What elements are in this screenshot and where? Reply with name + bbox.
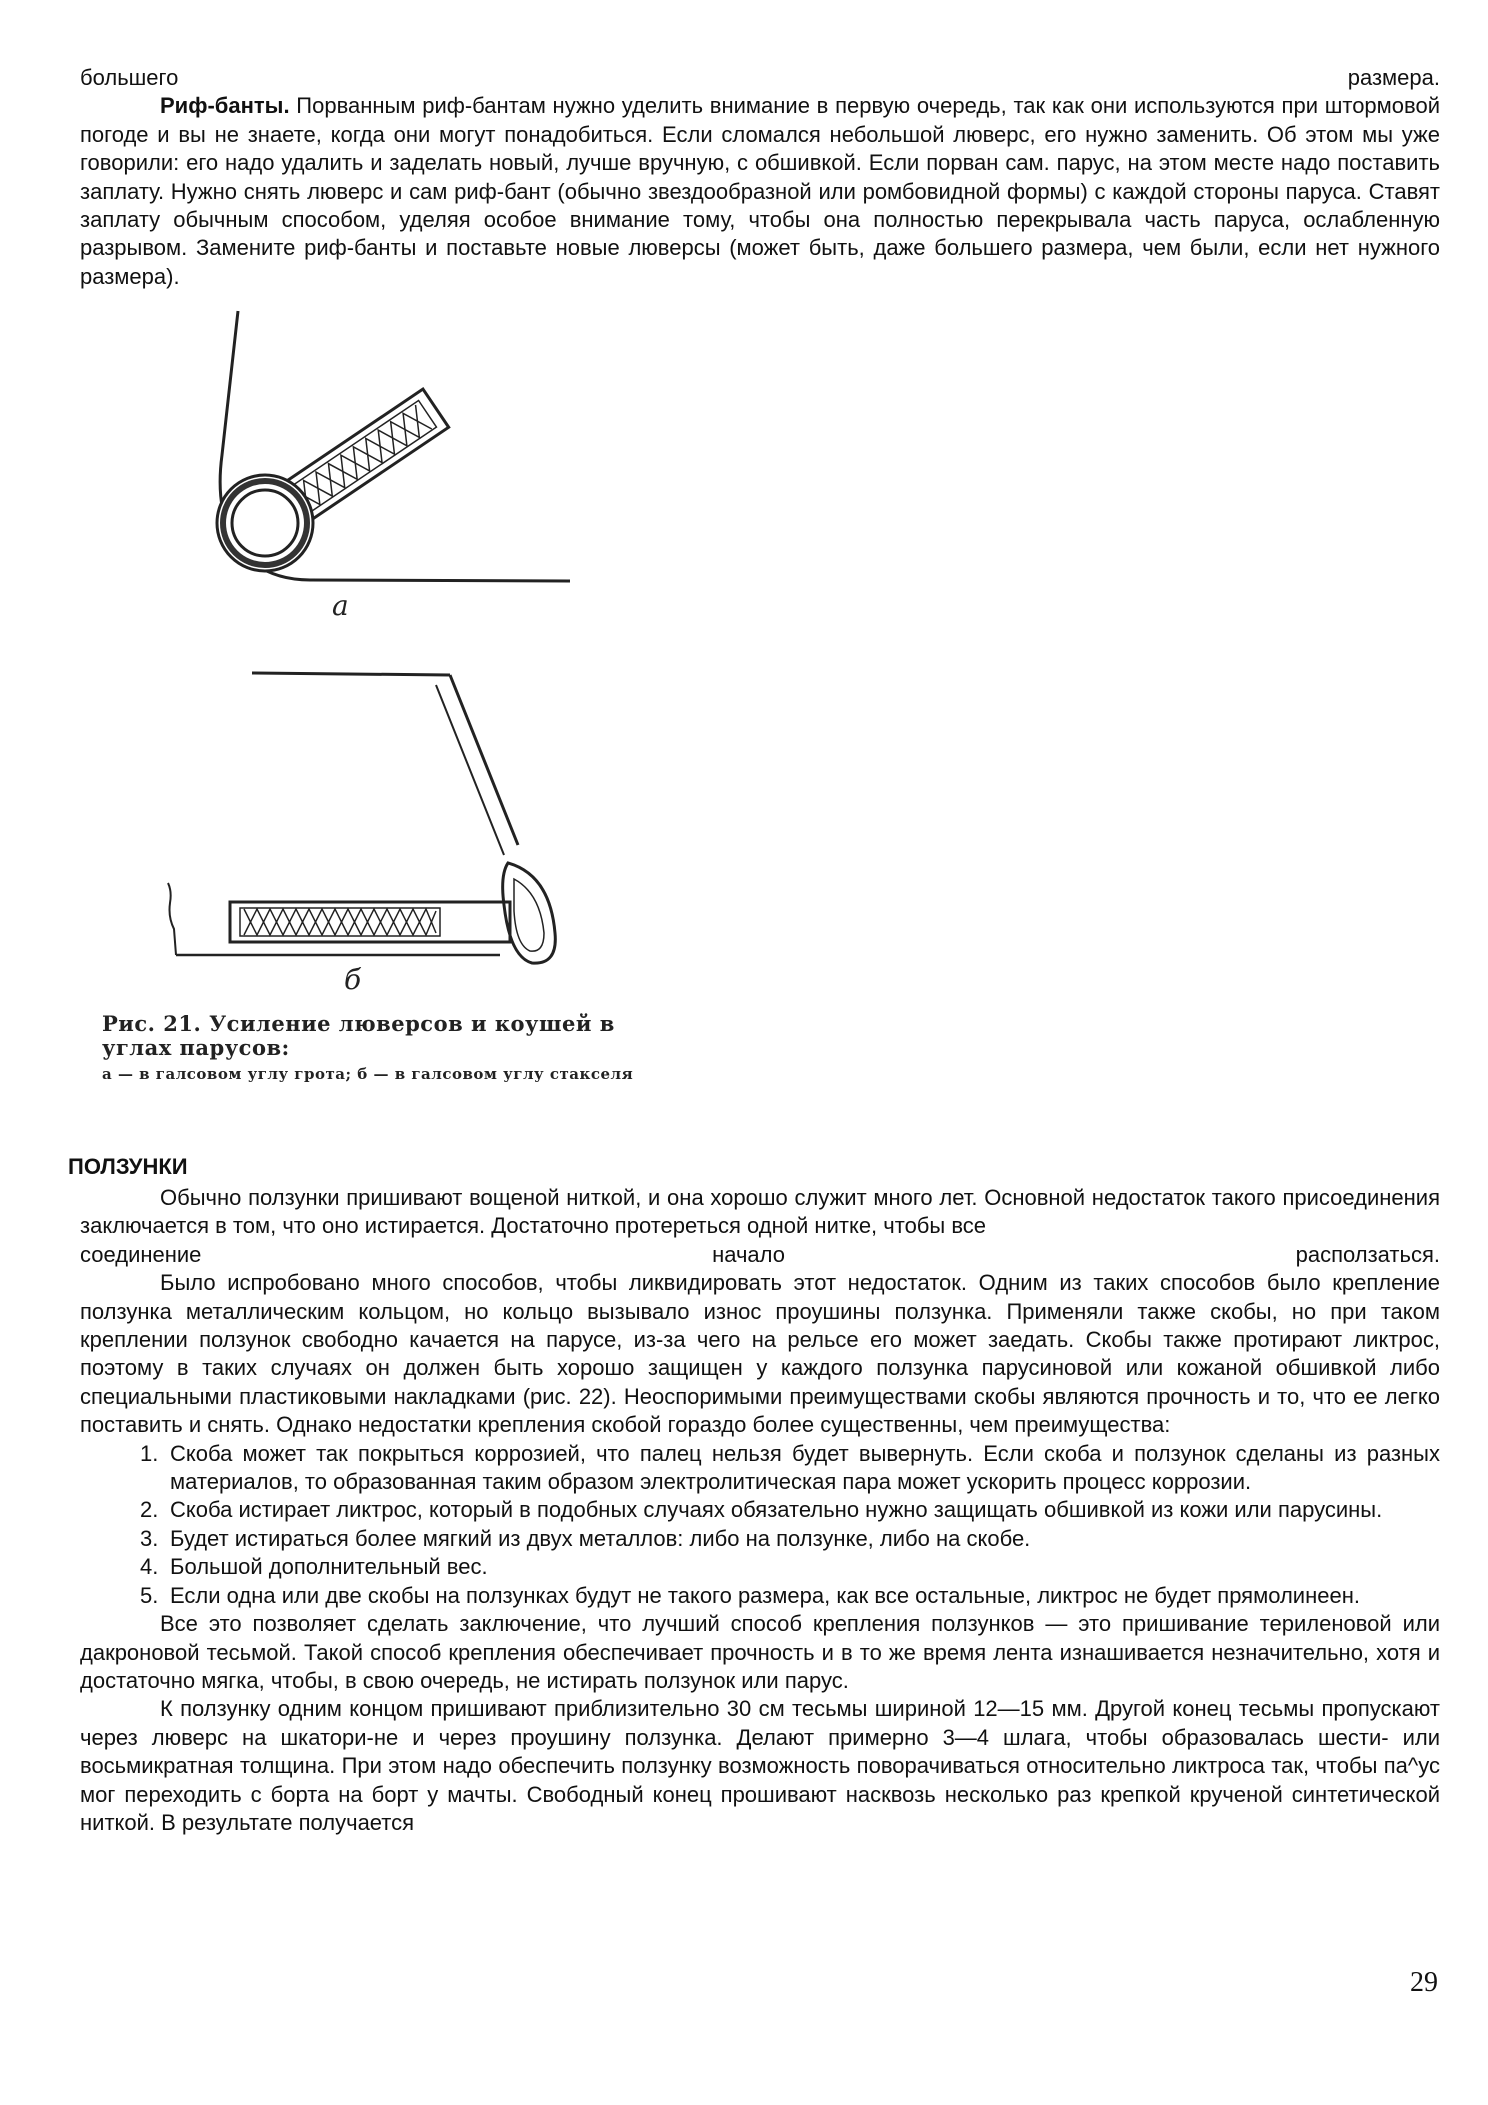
disadvantages-list (80, 1440, 1440, 1610)
list-item-text: Если одна или две скобы на ползунках будут не такого размера, как все остальные, ликтрос не будет прямолинеен. (170, 1582, 1360, 1608)
list-item (80, 1525, 1440, 1553)
section-title: ПОЛЗУНКИ (68, 1154, 188, 1179)
list-item (80, 1582, 1440, 1610)
page-number: 29 (1410, 1967, 1438, 1998)
section-body (80, 1184, 1440, 1837)
paragraph-3: Все это позволяет сделать заключение, что лучший способ крепления ползунков — это пришивание териленовой или дакроновой тесьмой. Такой способ крепления обеспечивает прочность и в то же время лента изнашивается незначительно, хотя и достаточно мягка, чтобы, в свою очередь, не истирать ползунок или парус. (80, 1611, 1440, 1693)
list-item-text: Скоба истирает ликтрос, который в подобных случаях обязательно нужно защищать обшивкой из кожи или парусины. (170, 1497, 1383, 1523)
figure-caption (102, 1012, 642, 1084)
top-text-block (80, 64, 1440, 291)
figure-caption-title: Рис. 21. Усиление люверсов и коушей в углах парусов: (102, 1011, 615, 1060)
paragraph-4: К ползунку одним концом пришивают приблизительно 30 см тесьмы шириной 12—15 мм. Другой конец тесьмы пропускают через люверс на шкатори-не и через проушину ползунка. Делают примерно 3—4 шлага, чтобы образовалась шести- или восьмикратная толщина. При этом надо обеспечить ползунку возможность поворачиваться относительно ликтроса так, чтобы па^ус мог переходить с борта на борт у мачты. Свободный конец прошивают насквозь несколько раз крепкой крученой синтетической ниткой. В результате получается (80, 1696, 1440, 1835)
list-item-number: 3. (140, 1525, 159, 1551)
continuation-word-left: большего (80, 65, 179, 90)
paragraph-2: Было испробовано много способов, чтобы ликвидировать этот недостаток. Одним из таких способов было крепление ползунка металлическим кольцом, но кольцо вызывало износ проушины ползунка. Применяли также скобы, но при таком креплении ползунок свободно качается на парусе, из-за чего на рельсе его может заедать. Скобы также протирают ликтрос, поэтому в таких случаях он должен быть хорошо защищен у каждого ползунка парусиновой или кожаной обшивкой либо специальными пластиковыми накладками (рис. 22). Неоспоримыми преимуществами скобы являются прочность и то, что ее легко поставить и снять. Однако недостатки крепления скобой гораздо более существенны, чем преимущества: (80, 1270, 1440, 1438)
list-item-text: Большой дополнительный вес. (170, 1554, 488, 1580)
figure-a-drawing (180, 305, 580, 635)
list-item-number: 4. (140, 1554, 159, 1580)
list-item (80, 1496, 1440, 1524)
list-item-text: Будет истираться более мягкий из двух металлов: либо на ползунке, либо на скобе. (170, 1525, 1031, 1551)
rif-bants-paragraph (80, 92, 1440, 291)
paragraph-1: Обычно ползунки пришивают вощеной ниткой, и она хорошо служит много лет. Основной недостаток такого присоединения заключается в том, что оно истирается. Достаточно протереться одной нитке, чтобы все (80, 1185, 1440, 1239)
figure-b-label: б (344, 963, 362, 996)
figure-b-drawing (160, 665, 580, 1000)
list-item (80, 1440, 1440, 1497)
figure-caption-legend: а — в галсовом углу грота; б — в галсовом углу стакселя (102, 1065, 634, 1083)
list-item-number: 1. (140, 1440, 159, 1466)
figure-a-label: а (332, 589, 349, 622)
list-item-number: 2. (140, 1497, 159, 1523)
rif-bants-lead: Риф-банты. (160, 93, 290, 119)
list-item (80, 1553, 1440, 1581)
list-item-text: Скоба может так покрыться коррозией, что палец нельзя будет вывернуть. Если скоба и ползунок сделаны из разных материалов, то образованная таким образом электролитическая пара может ускорить процесс коррозии. (170, 1440, 1440, 1495)
continuation-line (80, 64, 1440, 92)
paragraph-1-last-line: соединение начало расползаться. (80, 1241, 1440, 1267)
rif-bants-text: Порванным риф-бантам нужно уделить внимание в первую очередь, так как они используются при штормовой погоде и вы не знаете, когда они могут понадобиться. Если сломался небольшой люверс, его нужно заменить. Об этом мы уже говорили: его надо удалить и заделать новый, лучше вручную, с обшивкой. Если порван сам. парус, на этом месте надо поставить заплату. Нужно снять люверс и сам риф-бант (обычно звездообразной или ромбовидной формы) с каждой стороны паруса. Ставят заплату обычным способом, уделяя особое внимание тому, чтобы она полностью перекрывала часть паруса, ослабленную разрывом. Замените риф-банты и поставьте новые люверсы (может быть, даже большего размера, чем были, если нет нужного размера). (80, 93, 1440, 289)
continuation-word-right: размера. (1347, 65, 1440, 90)
list-item-number: 5. (140, 1582, 159, 1608)
